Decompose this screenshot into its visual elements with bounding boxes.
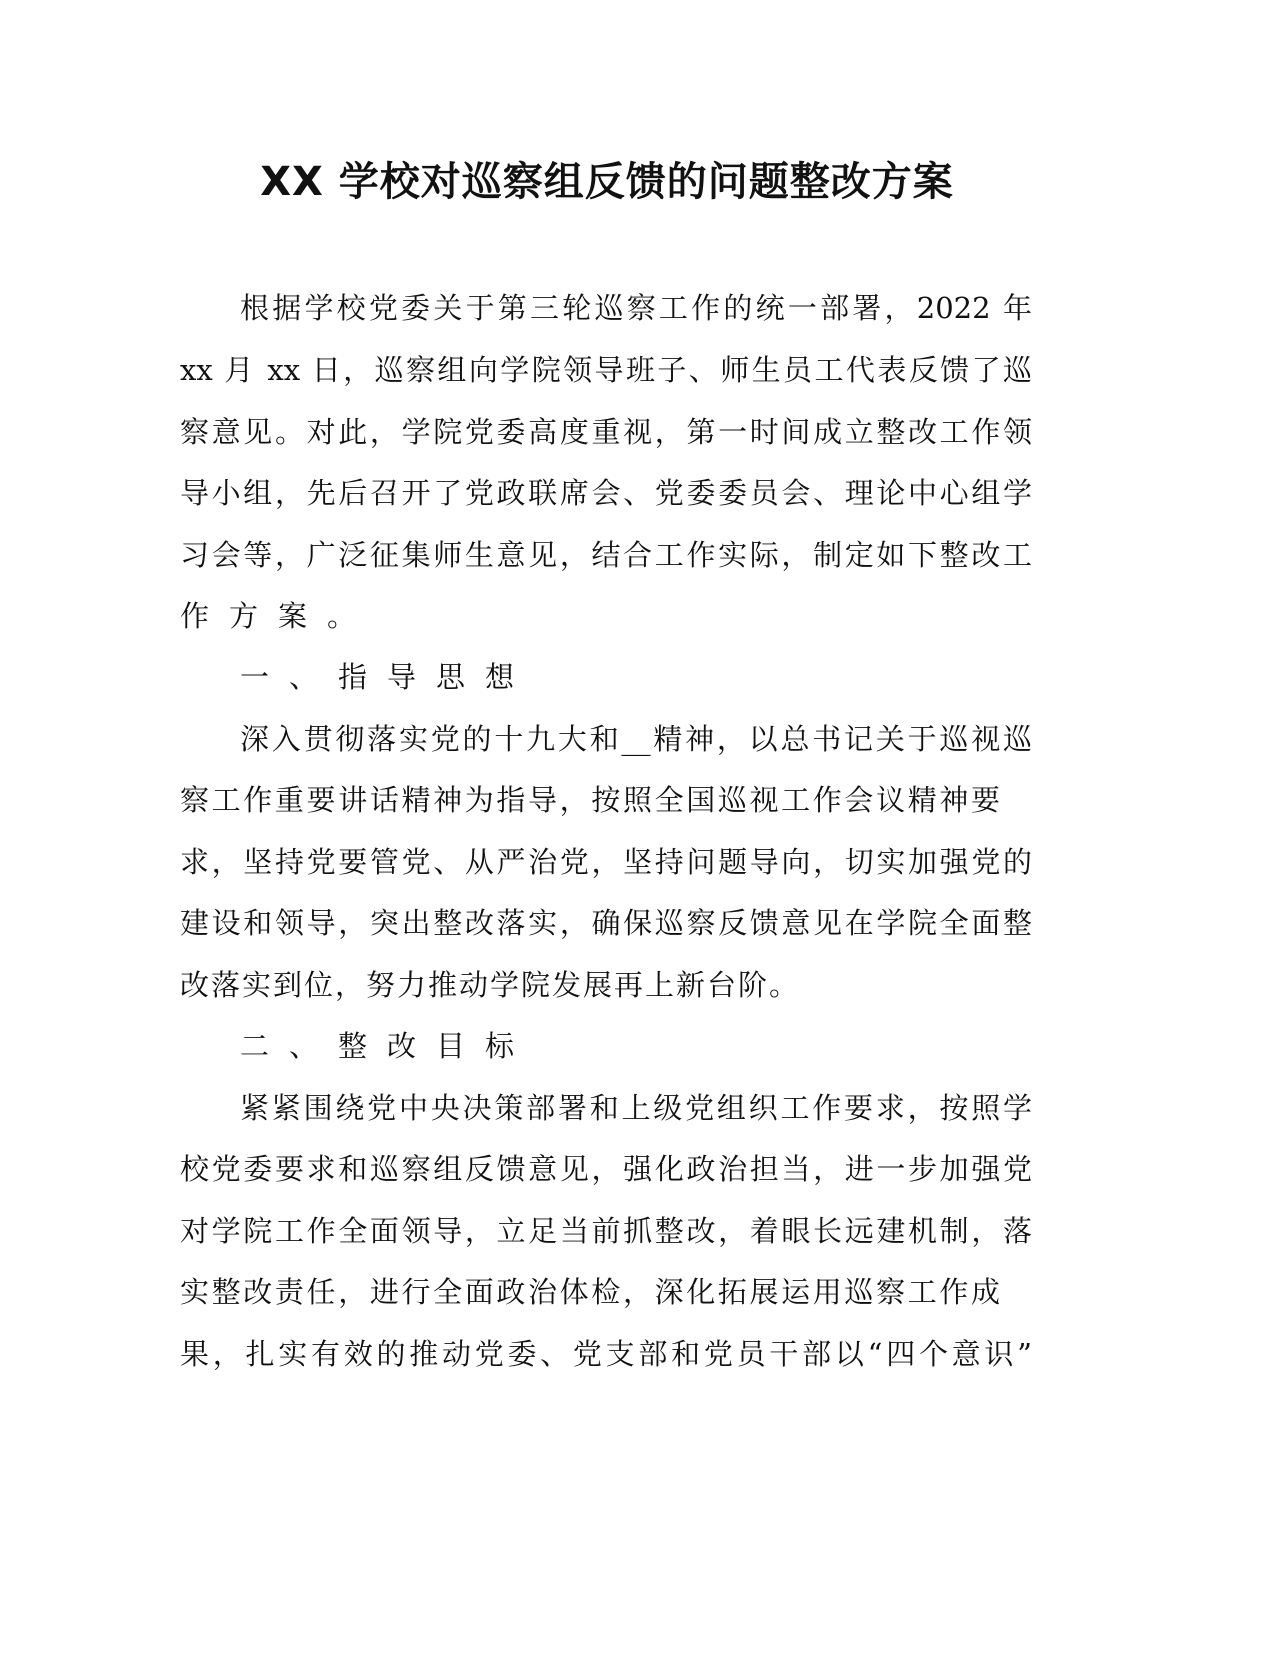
paragraph-line: 求，坚持党要管党、从严治党，坚持问题导向，切实加强党的 [180,845,1032,879]
paragraph-line: 改落实到位，努力推动学院发展再上新台阶。 [180,968,798,1002]
paragraph-line: 紧紧围绕党中央决策部署和上级党组织工作要求，按照学 [240,1091,1032,1125]
paragraph-line: 果，扎实有效的推动党委、党支部和党员干部以“四个意识” [180,1337,1032,1371]
paragraph-line: 深入贯彻落实党的十九大和__精神，以总书记关于巡视巡 [240,722,1032,756]
paragraph-line: 察工作重要讲话精神为指导，按照全国巡视工作会议精神要 [180,783,1000,817]
paragraph-line: xx 月 xx 日，巡察组向学院领导班子、师生员工代表反馈了巡 [180,353,1032,387]
section-heading: 一、指导思想 [240,660,535,694]
paragraph-line: 实整改责任，进行全面政治体检，深化拓展运用巡察工作成 [180,1275,1000,1309]
paragraph-line: 根据学校党委关于第三轮巡察工作的统一部署，2022 年 [240,291,1032,325]
paragraph-line: 习会等，广泛征集师生意见，结合工作实际，制定如下整改工 [180,538,1032,572]
section-heading: 二、整改目标 [240,1029,535,1063]
document-title: XX 学校对巡察组反馈的问题整改方案 [260,159,954,205]
paragraph-line: 对学院工作全面领导，立足当前抓整改，着眼长远建机制，落 [180,1214,1032,1248]
paragraph-line: 校党委要求和巡察组反馈意见，强化政治担当，进一步加强党 [180,1152,1032,1186]
paragraph-line: 建设和领导，突出整改落实，确保巡察反馈意见在学院全面整 [180,906,1032,940]
paragraph-line: 察意见。对此，学院党委高度重视，第一时间成立整改工作领 [180,415,1032,449]
paragraph-line: 作方案。 [180,599,377,633]
paragraph-line: 导小组，先后召开了党政联席会、党委委员会、理论中心组学 [180,476,1032,510]
